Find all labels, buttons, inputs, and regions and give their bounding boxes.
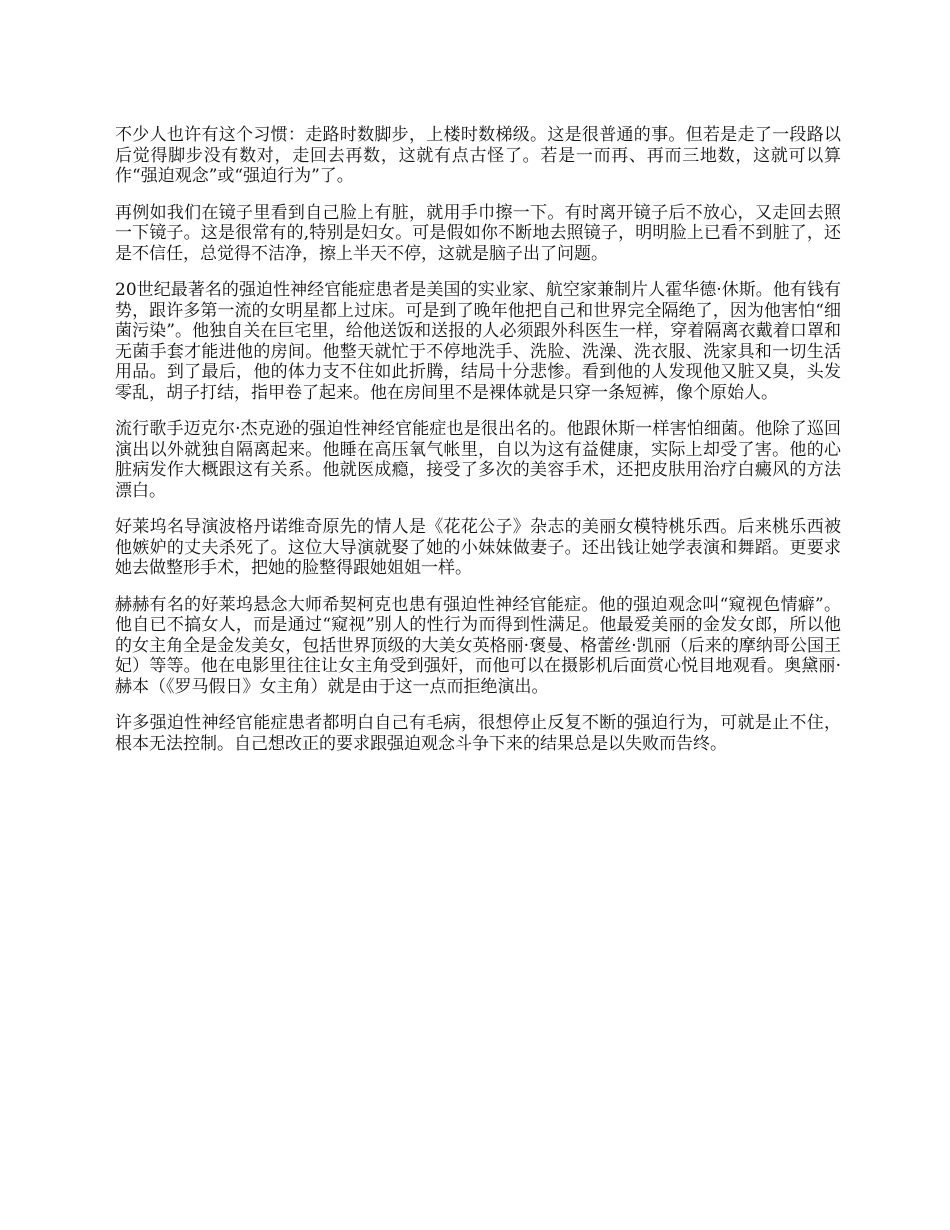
paragraph-bogdanovich: 好莱坞名导演波格丹诺维奇原先的情人是《花花公子》杂志的美丽女模特桃乐西。后来桃乐西被他嫉妒的丈夫杀死了。这位大导演就娶了她的小妹妹做妻子。还出钱让她学表演和舞蹈。更要求她去做整形手术，把她的脸整得跟她姐姐一样。 [115,517,841,578]
paragraph-mirror: 再例如我们在镜子里看到自己脸上有脏，就用手巾擦一下。有时离开镜子后不放心，又走回去照一下镜子。这是很常有的,特别是妇女。可是假如你不断地去照镜子，明明脸上已看不到脏了，还是不信任，总觉得不洁净，擦上半天不停，这就是脑子出了问题。 [115,202,841,264]
paragraph-counting-steps: 不少人也许有这个习惯：走路时数脚步，上楼时数梯级。这是很普通的事。但若是走了一段路以后觉得脚步没有数对，走回去再数，这就有点古怪了。若是一而再、再而三地数，这就可以算作“强迫观念”或“强迫行为”了。 [115,125,841,186]
paragraph-howard-hughes: 20世纪最著名的强迫性神经官能症患者是美国的实业家、航空家兼制片人霍华德·休斯。他有钱有势，跟许多第一流的女明星都上过床。可是到了晚年他把自己和世界完全隔绝了，因为他害怕“细菌污染”。他独自关在巨宅里，给他送饭和送报的人必须跟外科医生一样，穿着隔离衣戴着口罩和无菌手套才能进他的房间。他整天就忙于不停地洗手、洗脸、洗澡、洗衣服、洗家具和一切生活用品。到了最后，他的体力支不住如此折腾，结局十分悲惨。看到他的人发现他又脏又臭，头发零乱，胡子打结，指甲卷了起来。他在房间里不是裸体就是只穿一条短裤，像个原始人。 [115,280,841,403]
paragraph-conclusion: 许多强迫性神经官能症患者都明白自己有毛病，很想停止反复不断的强迫行为，可就是止不住，根本无法控制。自己想改正的要求跟强迫观念斗争下来的结果总是以失败而告终。 [115,713,841,754]
paragraph-hitchcock: 赫赫有名的好莱坞悬念大师希契柯克也患有强迫性神经官能症。他的强迫观念叫“窥视色情癖”。他自已不搞女人，而是通过“窥视”别人的性行为而得到性满足。他最爱美丽的金发女郎，所以他的女主角全是金发美女，包括世界顶级的大美女英格丽·褒曼、格蕾丝·凯丽（后来的摩纳哥公国王妃）等等。他在电影里往往让女主角受到强奸，而他可以在摄影机后面赏心悦目地观看。奥黛丽·赫本（《罗马假日》女主角）就是由于这一点而拒绝演出。 [115,594,841,697]
document-body [115,125,841,770]
paragraph-michael-jackson: 流行歌手迈克尔·杰克逊的强迫性神经官能症也是很出名的。他跟休斯一样害怕细菌。他除了巡回演出以外就独自隔离起来。他睡在高压氧气帐里，自以为这有益健康，实际上却受了害。他的心脏病发作大概跟这有关系。他就医成瘾，接受了多次的美容手术，还把皮肤用治疗白癜风的方法漂白。 [115,419,841,501]
